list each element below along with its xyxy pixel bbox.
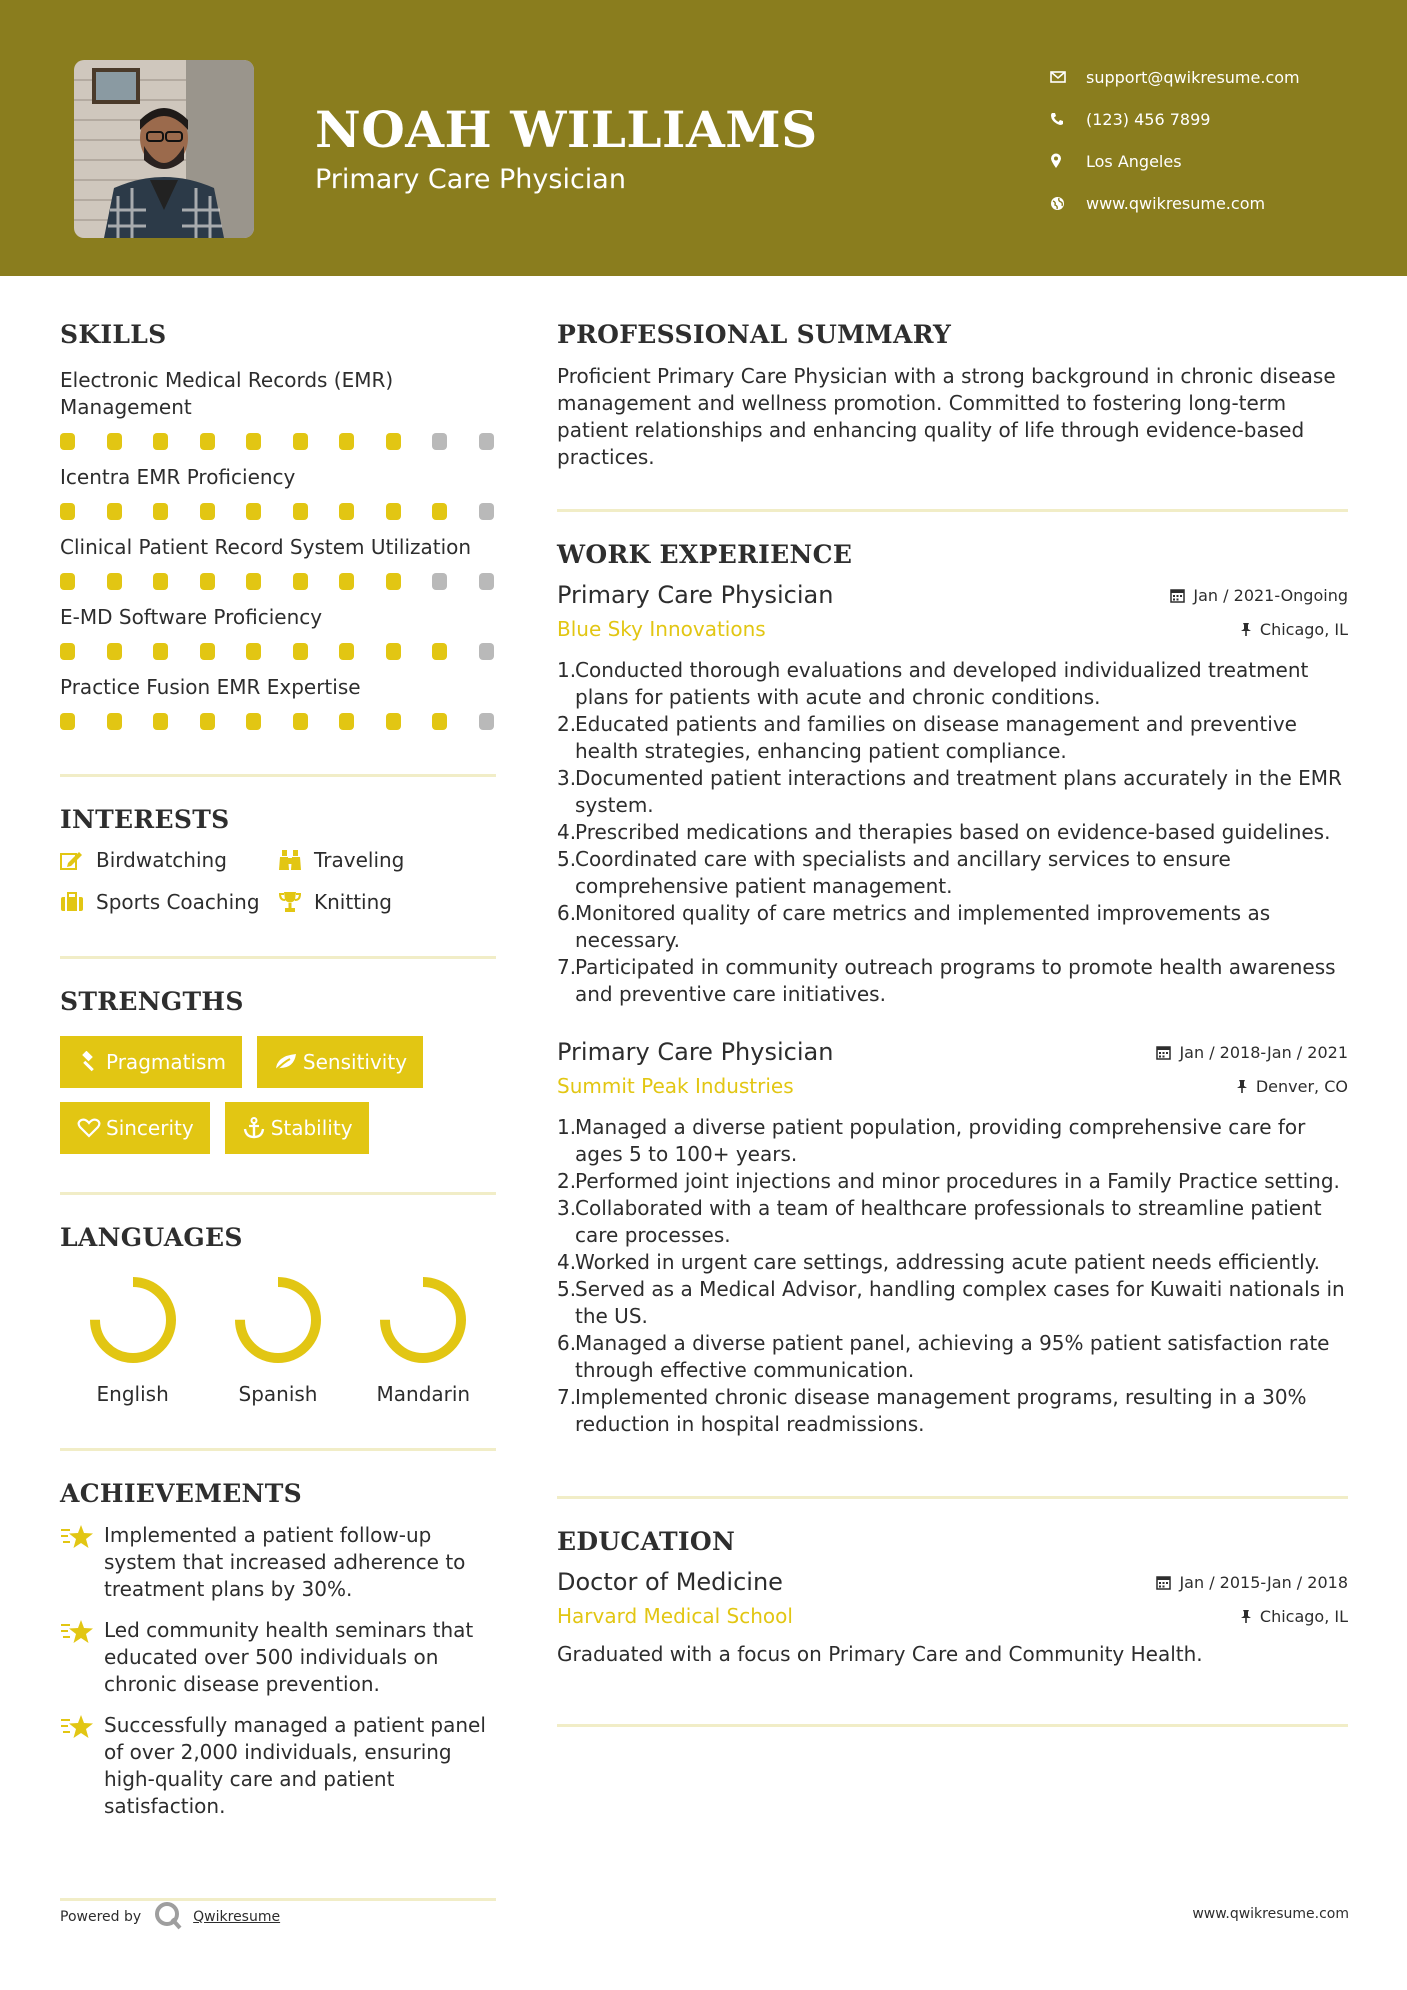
trophy-icon: [278, 891, 314, 913]
job-bullets: [557, 1114, 1348, 1438]
section-divider: [60, 774, 496, 777]
job-bullet: 4. Worked in urgent care settings, addressing acute patient needs efficiently.: [557, 1250, 1320, 1274]
interest-item: [278, 848, 498, 872]
skill-dot-filled: [293, 713, 308, 730]
footer-url[interactable]: www.qwikresume.com: [1192, 1906, 1349, 1922]
qwikresume-logo-icon: [153, 1900, 183, 1934]
job-bullet: 5. Served as a Medical Advisor, handling complex cases for Kuwaiti nationals in the US.: [557, 1277, 1345, 1328]
contact-email-text: support@qwikresume.com: [1086, 67, 1300, 87]
achievement-text: Successfully managed a patient panel of over 2,000 individuals, ensuring high-quality care and patient satisfaction.: [104, 1713, 486, 1818]
experience-section: [557, 540, 1348, 1438]
skill-dot-filled: [200, 503, 215, 520]
interest-label: Birdwatching: [96, 848, 227, 872]
skill-dot-filled: [107, 573, 122, 590]
skill-dot-filled: [153, 713, 168, 730]
skill-dot-filled: [153, 503, 168, 520]
skill-dot-filled: [339, 433, 354, 450]
achievement-text: Led community health seminars that educated over 500 individuals on chronic disease prevention.: [104, 1618, 474, 1696]
education-location-text: Chicago, IL: [1259, 1606, 1348, 1626]
skill-dot-filled: [246, 643, 261, 660]
job-role: Primary Care Physician: [557, 581, 834, 609]
skill-dot-filled: [153, 643, 168, 660]
skill-dot-filled: [339, 713, 354, 730]
contact-location: [1050, 140, 1390, 182]
profile-photo: [74, 60, 254, 238]
skill-dot-filled: [293, 433, 308, 450]
job-date-text: Jan / 2018-Jan / 2021: [1179, 1043, 1348, 1062]
skill-dot-filled: [339, 573, 354, 590]
candidate-title: Primary Care Physician: [315, 164, 626, 195]
skill-item: [60, 367, 496, 450]
skill-dot-filled: [432, 643, 447, 660]
summary-text: Proficient Primary Care Physician with a strong background in chronic disease management and wellness promotion. Committed to fostering long-term patient relationships and enhancing quality of life through evidence-based practices.: [557, 364, 1336, 469]
job-entry: [557, 1038, 1348, 1438]
interest-item: [60, 848, 278, 872]
education-school: Harvard Medical School: [557, 1604, 793, 1628]
achievement-item: [60, 1712, 496, 1820]
skill-dot-empty: [479, 503, 494, 520]
skill-dot-filled: [107, 713, 122, 730]
skill-dot-filled: [60, 573, 75, 590]
interest-label: Knitting: [314, 890, 392, 914]
contact-website[interactable]: [1050, 182, 1390, 224]
job-location: [1240, 620, 1348, 639]
shooting-star-icon: [60, 1617, 104, 1698]
education-description: Graduated with a focus on Primary Care and Community Health.: [557, 1642, 1203, 1666]
phone-icon: [1050, 112, 1080, 126]
skill-dot-filled: [246, 503, 261, 520]
experience-title: WORK EXPERIENCE: [557, 540, 853, 569]
summary-section: [557, 320, 1348, 471]
skill-dot-filled: [200, 433, 215, 450]
interests-section: [60, 805, 496, 914]
job-bullet: 1. Conducted thorough evaluations and developed individualized treatment plans for patients with acute and chronic conditions.: [557, 658, 1309, 709]
skill-dot-filled: [339, 503, 354, 520]
contact-website-text: www.qwikresume.com: [1086, 193, 1266, 213]
language-item: [351, 1274, 496, 1406]
skill-dot-filled: [386, 643, 401, 660]
strength-tag: [60, 1036, 242, 1088]
powered-by-label: Powered by: [60, 1909, 142, 1925]
language-item: [205, 1274, 350, 1406]
skill-dot-filled: [153, 433, 168, 450]
education-entry: [557, 1568, 1348, 1666]
job-bullet: 2. Educated patients and families on disease management and preventive health strategies, enhancing patient compliance.: [557, 712, 1297, 763]
languages-section: [60, 1223, 496, 1406]
achievement-text: Implemented a patient follow-up system that increased adherence to treatment plans by 30%.: [104, 1523, 466, 1601]
language-name: Spanish: [238, 1382, 318, 1406]
job-entry: [557, 581, 1348, 1008]
skill-dot-filled: [432, 713, 447, 730]
interest-item: [60, 890, 278, 914]
section-divider: [557, 509, 1348, 512]
skill-dot-filled: [60, 643, 75, 660]
pushpin-icon: [1240, 1609, 1252, 1624]
job-bullet: 3. Documented patient interactions and treatment plans accurately in the EMR system.: [557, 766, 1342, 817]
skill-dot-filled: [107, 503, 122, 520]
skill-rating: [60, 713, 496, 730]
interests-title: INTERESTS: [60, 805, 230, 834]
job-role: Primary Care Physician: [557, 1038, 834, 1066]
resume-header: [0, 0, 1407, 276]
calendar-icon: [1170, 588, 1185, 603]
skill-dot-filled: [432, 503, 447, 520]
skill-name: Icentra EMR Proficiency: [60, 465, 296, 489]
candidate-name: NOAH WILLIAMS: [315, 100, 818, 159]
section-divider: [557, 1724, 1348, 1727]
job-bullet: 7. Implemented chronic disease management programs, resulting in a 30% reduction in hospital readmissions.: [557, 1385, 1307, 1436]
skills-section: [60, 320, 496, 730]
achievements-title: ACHIEVEMENTS: [60, 1479, 302, 1508]
strengths-section: [60, 987, 496, 1154]
skills-title: SKILLS: [60, 320, 167, 349]
skill-dot-filled: [386, 713, 401, 730]
strength-tag: [225, 1102, 369, 1154]
job-bullet: 6. Managed a diverse patient panel, achieving a 95% patient satisfaction rate through effective communication.: [557, 1331, 1330, 1382]
shooting-star-icon: [60, 1522, 104, 1603]
skill-rating: [60, 503, 496, 520]
job-location-text: Chicago, IL: [1259, 619, 1348, 639]
skill-dot-filled: [107, 433, 122, 450]
language-name: English: [96, 1382, 169, 1406]
strength-label: Sincerity: [106, 1116, 194, 1140]
right-column: [557, 320, 1348, 1727]
education-section: [557, 1527, 1348, 1666]
job-company: Summit Peak Industries: [557, 1074, 794, 1098]
pushpin-icon: [1236, 1079, 1248, 1094]
section-divider: [557, 1496, 1348, 1499]
skill-dot-filled: [339, 643, 354, 660]
interest-label: Traveling: [314, 848, 405, 872]
skill-rating: [60, 573, 496, 590]
skill-dot-filled: [293, 503, 308, 520]
skill-dot-empty: [479, 573, 494, 590]
contact-location-text: Los Angeles: [1086, 151, 1182, 171]
skill-dot-filled: [293, 643, 308, 660]
skill-dot-filled: [200, 713, 215, 730]
skill-item: [60, 464, 496, 520]
strength-tag: [257, 1036, 423, 1088]
skill-name: E-MD Software Proficiency: [60, 605, 323, 629]
section-divider: [60, 956, 496, 959]
skill-dot-empty: [432, 573, 447, 590]
job-location-text: Denver, CO: [1255, 1076, 1348, 1096]
job-bullet: 3. Collaborated with a team of healthcare professionals to streamline patient care processes.: [557, 1196, 1322, 1247]
envelope-icon: [1050, 71, 1080, 83]
education-date-text: Jan / 2015-Jan / 2018: [1179, 1573, 1348, 1592]
section-divider: [60, 1448, 496, 1451]
skill-dot-filled: [60, 433, 75, 450]
skill-dot-filled: [246, 433, 261, 450]
profile-photo-image: [74, 60, 254, 238]
job-bullet: 6. Monitored quality of care metrics and implemented improvements as necessary.: [557, 901, 1271, 952]
education-degree: Doctor of Medicine: [557, 1568, 783, 1596]
skill-dot-filled: [246, 713, 261, 730]
skill-rating: [60, 643, 496, 660]
briefcase-icon: [60, 892, 96, 912]
skill-rating: [60, 433, 496, 450]
job-bullet: 5. Coordinated care with specialists and ancillary services to ensure comprehensive patient management.: [557, 847, 1231, 898]
section-divider: [60, 1192, 496, 1195]
languages-title: LANGUAGES: [60, 1223, 243, 1252]
skill-dot-filled: [60, 713, 75, 730]
strengths-tags: [60, 1036, 496, 1154]
achievement-item: [60, 1617, 496, 1698]
job-date: [1170, 586, 1348, 605]
qwikresume-link[interactable]: Qwikresume: [193, 1909, 281, 1925]
job-date: [1156, 1043, 1348, 1062]
heart-icon: [72, 1118, 106, 1138]
leaf-icon: [269, 1052, 303, 1072]
contact-email[interactable]: [1050, 56, 1390, 98]
skill-dot-filled: [386, 433, 401, 450]
skill-dot-filled: [386, 503, 401, 520]
education-title: EDUCATION: [557, 1527, 736, 1556]
skill-dot-filled: [200, 643, 215, 660]
job-bullet: 2. Performed joint injections and minor procedures in a Family Practice setting.: [557, 1169, 1340, 1193]
skill-item: [60, 534, 496, 590]
strength-label: Sensitivity: [302, 1050, 408, 1074]
language-item: [60, 1274, 205, 1406]
job-bullet: 4. Prescribed medications and therapies based on evidence-based guidelines.: [557, 820, 1331, 844]
strength-tag: [60, 1102, 210, 1154]
anchor-icon: [237, 1117, 271, 1139]
job-bullets: [557, 657, 1348, 1008]
skill-item: [60, 674, 496, 730]
strengths-title: STRENGTHS: [60, 987, 244, 1016]
strength-label: Pragmatism: [106, 1050, 226, 1074]
skill-name: Clinical Patient Record System Utilization: [60, 535, 472, 559]
left-column: [60, 320, 496, 1820]
skill-item: [60, 604, 496, 660]
contact-phone-text: (123) 456 7899: [1086, 109, 1211, 129]
interest-item: [278, 890, 498, 914]
job-location: [1236, 1077, 1348, 1096]
language-ring: [87, 1274, 179, 1366]
achievement-item: [60, 1522, 496, 1603]
skill-dot-filled: [246, 573, 261, 590]
calendar-icon: [1156, 1045, 1171, 1060]
powered-by: [60, 1900, 280, 1934]
skill-name: Electronic Medical Records (EMR) Management: [60, 368, 394, 419]
calendar-icon: [1156, 1575, 1171, 1590]
job-bullet: 7. Participated in community outreach programs to promote health awareness and preventive care initiatives.: [557, 955, 1336, 1006]
language-name: Mandarin: [376, 1382, 471, 1406]
job-bullet: 1. Managed a diverse patient population, providing comprehensive care for ages 5 to 100+ years.: [557, 1115, 1306, 1166]
skill-dot-filled: [153, 573, 168, 590]
job-company: Blue Sky Innovations: [557, 617, 766, 641]
skill-dot-filled: [200, 573, 215, 590]
language-ring: [232, 1274, 324, 1366]
pushpin-icon: [1240, 622, 1252, 637]
shooting-star-icon: [60, 1712, 104, 1820]
job-date-text: Jan / 2021-Ongoing: [1193, 586, 1348, 605]
contact-phone[interactable]: [1050, 98, 1390, 140]
strength-label: Stability: [270, 1116, 353, 1140]
pencil-icon: [60, 850, 96, 870]
skill-dot-filled: [293, 573, 308, 590]
gavel-icon: [72, 1051, 106, 1073]
skill-dot-empty: [432, 433, 447, 450]
skill-dot-empty: [479, 643, 494, 660]
skill-dot-filled: [386, 573, 401, 590]
binoculars-icon: [278, 849, 314, 871]
contact-list: [1050, 56, 1390, 224]
skill-name: Practice Fusion EMR Expertise: [60, 675, 361, 699]
map-pin-icon: [1050, 153, 1080, 169]
education-location: [1240, 1607, 1348, 1626]
achievements-section: [60, 1479, 496, 1820]
skill-dot-filled: [60, 503, 75, 520]
skill-dot-filled: [107, 643, 122, 660]
skill-dot-empty: [479, 433, 494, 450]
summary-title: PROFESSIONAL SUMMARY: [557, 320, 952, 349]
skill-dot-empty: [479, 713, 494, 730]
education-date: [1156, 1573, 1348, 1592]
globe-icon: [1050, 196, 1080, 211]
interest-label: Sports Coaching: [96, 890, 260, 914]
interests-grid: [60, 848, 496, 914]
languages-list: [60, 1274, 496, 1406]
language-ring: [377, 1274, 469, 1366]
